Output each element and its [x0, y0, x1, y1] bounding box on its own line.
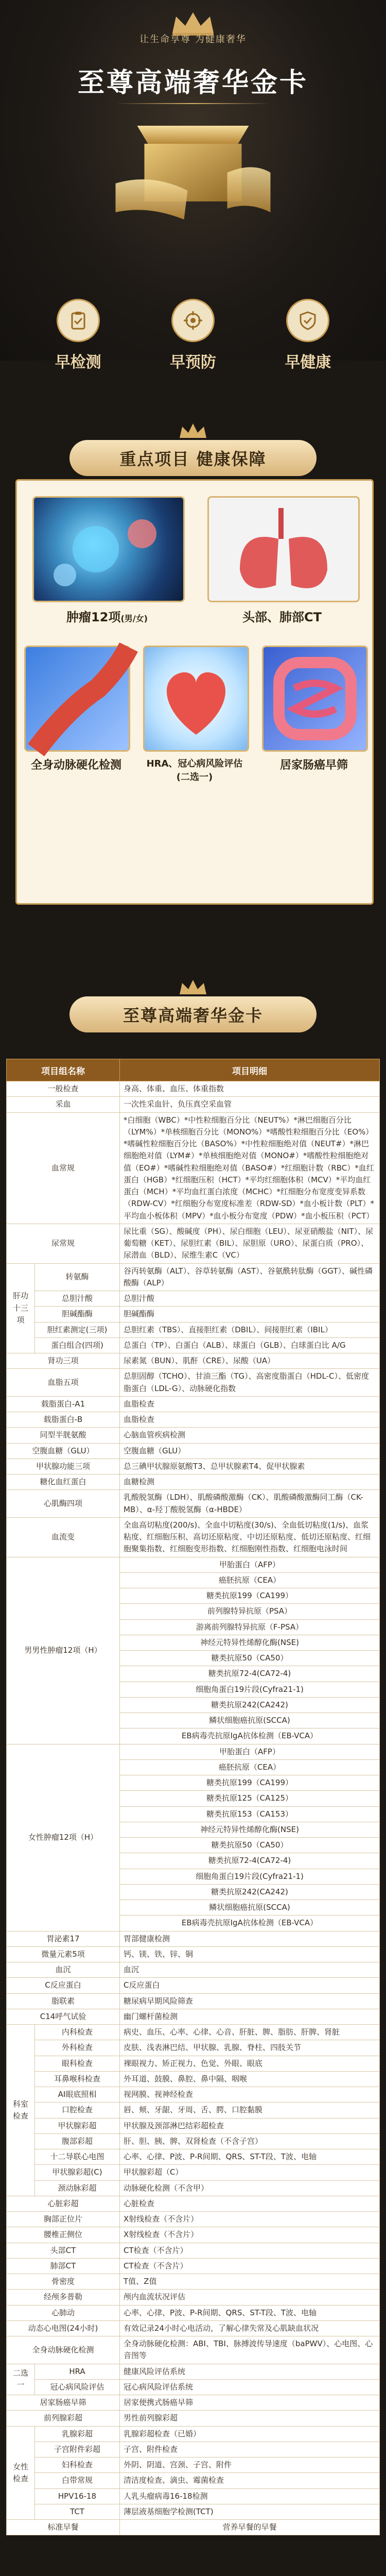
row-detail: 视网膜、视神经检查: [120, 2087, 380, 2103]
table-row: [7, 2025, 380, 2040]
header-project-detail: 项目明细: [120, 1059, 380, 1081]
gift-box-illustration: [82, 118, 304, 227]
tumor-marker: 糖类抗原199（CA199）: [120, 1775, 380, 1791]
table-row: [7, 2274, 380, 2290]
row-detail: 胆碱酯酶: [120, 1307, 380, 1322]
table-row: [7, 1993, 380, 2009]
table-row: [7, 2320, 380, 2336]
row-detail: 颅内血流状况评估: [120, 2290, 380, 2305]
highlights-title: 重点项目 健康保障: [69, 440, 317, 476]
tumor-image: [32, 496, 185, 602]
row-name: 转氨酶: [35, 1263, 120, 1291]
row-detail: 唇、颊、牙龈、牙周、舌、腭、口腔黏膜: [120, 2103, 380, 2118]
row-detail: 胃部健康检测: [120, 1931, 380, 1946]
tumor-marker: 鳞状细胞癌抗原(SCCA): [120, 1900, 380, 1916]
row-detail: 清洁度检查、滴虫、霉菌检查: [120, 2473, 380, 2488]
table-row: [7, 1263, 380, 1291]
row-name: 肾功三项: [7, 1353, 120, 1369]
card-label-hra: HRA、冠心病风险评估 (二选一): [146, 758, 243, 783]
row-name: 乳腺彩超: [35, 2426, 120, 2442]
table-row: [7, 2165, 380, 2180]
row-detail: 全血高切粘度(200/s)、全血中切粘度(30/s)、全血低切粘度(1/s)、血浆粘度、红细胞压积、高切还原粘度、中切还原粘度、低切还原粘度、红细胞聚集指数、红细胞变形指数、红细胞刚性指数、红细胞电泳时间: [120, 1517, 380, 1557]
table-row: [7, 1962, 380, 1978]
clipboard-check-icon: [57, 299, 100, 342]
table-row: [7, 2087, 380, 2103]
row-name: 心脏彩超: [7, 2196, 120, 2211]
row-name: 眼科检查: [35, 2056, 120, 2071]
tumor-marker: 糖类抗原50（CA50）: [120, 1838, 380, 1853]
tumor-marker: 癌胚抗原（CEA）: [120, 1572, 380, 1588]
row-detail: 居家便携式肠癌早筛: [120, 2395, 380, 2411]
row-name: 口腔检查: [35, 2103, 120, 2118]
row-name: 头部CT: [7, 2243, 120, 2258]
feature-icons: [21, 299, 365, 371]
row-detail: 冠心病风险评估系统: [120, 2379, 380, 2395]
row-name: 外科检查: [35, 2040, 120, 2056]
row-name: 动态心电图(24小时): [7, 2320, 120, 2336]
row-detail: T值、Z值: [120, 2274, 380, 2290]
card-label-ct: 头部、肺部CT: [242, 610, 322, 624]
table-row: [7, 1946, 380, 1962]
row-detail: 谷丙转氨酶（ALT）、谷草转氨酶（AST）、谷氨酰转肽酶（GGT）、碱性磷酸酶（ALP）: [120, 1263, 380, 1291]
row-detail: 尿比重（SG）、酸碱度（PH）、尿白细胞（LEU）、尿亚硝酸盐（NIT）、尿葡萄糖（KET）、尿胆红素（BIL）、尿胆原（URO）、尿蛋白质（PRO）、尿潜血（BLD）、尿维生素C（VC）: [120, 1224, 380, 1263]
row-name: 甲状腺彩超: [35, 2118, 120, 2133]
row-detail: 甲状腺及颈部淋巴结彩超检查: [120, 2118, 380, 2133]
row-detail: 血糖检测: [120, 1475, 380, 1490]
row-name: 一般检查: [7, 1081, 120, 1097]
row-detail: 营养早餐的早餐: [120, 2520, 380, 2535]
table-row: [7, 2071, 380, 2087]
row-name: 载脂蛋白-A1: [7, 1396, 120, 1412]
row-name: 白带常规: [35, 2473, 120, 2488]
tumor-marker: 糖类抗原242(CA242): [120, 1697, 380, 1713]
row-detail: *白细胞（WBC）*中性粒细胞百分比（NEUT%）*淋巴细胞百分比（LYM%）*单核细胞百分比（MONO%）*嗜酸性粒细胞百分比（EO%）*嗜碱性粒细胞百分比（BASO%）*中性粒细胞绝对值（NEUT#）*淋巴细胞绝对值（LYM#）*单核细胞绝对值（MONO#）*嗜酸性粒细胞绝对值（EO#）*嗜碱性粒细胞绝对值（BASO#）*红细胞计数（RBC）*血红蛋白（HGB）*红细胞压积（HCT）*平均红细胞体积（MCV）*平均血红蛋白（MCH）*平均血红蛋白浓度（MCHC）*红细胞分布宽度变异系数（RDW-CV）*红细胞分布宽度标准差（RDW-SD）*血小板计数（PLT）*平均血小板体积（MPV）*血小板分布宽度（PDW）*血小板压积（PCT）: [120, 1112, 380, 1224]
row-name: 空腹血糖（GLU）: [7, 1443, 120, 1459]
row-detail: 肝、胆、胰、脾、双肾检查（不含子宫）: [120, 2133, 380, 2149]
table-row: [7, 1369, 380, 1397]
row-detail: 心率、心律、P波、P-R间期、QRS、ST-T段、T波、电轴: [120, 2149, 380, 2165]
tumor-marker: EB病毒壳抗原IgA抗体检测（EB-VCA）: [120, 1728, 380, 1744]
table-row: [7, 2212, 380, 2227]
row-detail: 身高、体重、血压、体重指数: [120, 1081, 380, 1097]
table-row: [7, 1322, 380, 1337]
row-name: 前列腺彩超: [7, 2411, 120, 2426]
table-section-header: [0, 979, 386, 1032]
row-name: 血常规: [7, 1112, 120, 1224]
tumor-marker: 甲胎蛋白（AFP）: [120, 1744, 380, 1759]
row-name: TCT: [35, 2504, 120, 2519]
row-detail: 病史、血压、心率、心律、心音、肝脏、脾、脂肪、肝脾、肾脏: [120, 2025, 380, 2040]
table-row: [7, 2009, 380, 2024]
row-name: 经颅多普勒: [7, 2290, 120, 2305]
row-detail: 总三碘甲状腺原氨酸T3、总甲状腺素T4、促甲状腺素: [120, 1459, 380, 1474]
table-row: [7, 1475, 380, 1490]
row-name: 血脂五项: [7, 1369, 120, 1397]
row-name: 内科检查: [35, 2025, 120, 2040]
table-row: [7, 1097, 380, 1112]
row-name: 蛋白组合(四项): [35, 1337, 120, 1353]
row-detail: 全身动脉硬化检测：ABI、TBI、脉搏波传导速度（baPWV）、心电图、心音图等: [120, 2336, 380, 2364]
tumor-marker: 糖类抗原50（CA50）: [120, 1651, 380, 1666]
table-row: [7, 2149, 380, 2165]
table-row: [7, 2395, 380, 2411]
feature-early-prevent: [142, 299, 244, 371]
hero-tagline: 让生命享尊 为健康奢华: [139, 34, 247, 45]
row-detail: 薄层液基细胞学检测(TCT): [120, 2504, 380, 2519]
table-row: [7, 2243, 380, 2258]
row-name: 心肌酶四项: [7, 1490, 120, 1518]
tumor-marker: 糖类抗原242(CA242): [120, 1884, 380, 1900]
tumor-marker: 甲胎蛋白（AFP）: [120, 1557, 380, 1572]
row-name: 胸部正位片: [7, 2212, 120, 2227]
table-section-title: 至尊高端奢华金卡: [69, 996, 317, 1032]
row-name: 胆红素测定(三项): [35, 1322, 120, 1337]
feature-label: 早检测: [55, 353, 101, 371]
table-row: [7, 2426, 380, 2442]
row-name: 脂联素: [7, 1993, 120, 2009]
table-row: [7, 1744, 380, 1759]
tumor-marker: EB病毒壳抗原IgA抗体检测（EB-VCA）: [120, 1916, 380, 1931]
lung-image: [207, 496, 360, 602]
highlights-section: [0, 422, 386, 476]
row-detail: 有效记录24小时心电活动，了解心律失常及心肌缺血状况: [120, 2320, 380, 2336]
tumor-marker: 癌胚抗原（CEA）: [120, 1759, 380, 1775]
tumor-marker: 细胞角蛋白19片段(Cyfra21-1): [120, 1682, 380, 1697]
tumor-marker: 糖类抗原72-4(CA72-4): [120, 1853, 380, 1869]
hero-title: 至尊高端奢华金卡: [77, 67, 308, 98]
table-row: [7, 1224, 380, 1263]
row-detail: 血沉: [120, 1962, 380, 1978]
row-detail: 总蛋白（TP）、白蛋白（ALB）、球蛋白（GLB）、白球蛋白比 A/G: [120, 1337, 380, 1353]
row-detail: 甲状腺彩超（C）: [120, 2165, 380, 2180]
table-row: [7, 2364, 380, 2379]
row-name: 腹部彩超: [35, 2133, 120, 2149]
row-name: 十二导联心电图: [35, 2149, 120, 2165]
table-row: [7, 2258, 380, 2274]
table-row: [7, 2411, 380, 2426]
row-name: HPV16-18: [35, 2488, 120, 2504]
table-row: [7, 2196, 380, 2211]
tumor-marker: 前列腺特异抗原（PSA）: [120, 1604, 380, 1619]
artery-image: [24, 646, 130, 752]
tumor-marker: 神经元特异性烯醇化酶(NSE): [120, 1822, 380, 1837]
row-category: 科室检查: [7, 2025, 35, 2196]
table-row: [7, 1337, 380, 1353]
row-detail: CT检查（不含片）: [120, 2258, 380, 2274]
row-category: 二选一: [7, 2364, 35, 2395]
row-name: 心肺动: [7, 2305, 120, 2320]
highlights-panel: [15, 479, 374, 905]
table-row: [7, 1459, 380, 1474]
table-row: [7, 2056, 380, 2071]
table-body: [7, 1081, 380, 2535]
table-row: [7, 2379, 380, 2395]
row-name: 骨密度: [7, 2274, 120, 2290]
table-row: [7, 1307, 380, 1322]
row-name: 男男性肿瘤12项（H）: [7, 1557, 120, 1744]
row-name: 载脂蛋白-B: [7, 1412, 120, 1428]
table-row: [7, 1412, 380, 1428]
row-name: 子宫附件彩超: [35, 2442, 120, 2457]
tumor-marker: 细胞角蛋白19片段(Cyfra21-1): [120, 1869, 380, 1884]
target-icon: [171, 299, 215, 342]
table-row: [7, 2133, 380, 2149]
row-name: 胃泌素17: [7, 1931, 120, 1946]
title-divider: [116, 103, 270, 104]
table-row: [7, 2118, 380, 2133]
row-detail: 心脏检查: [120, 2196, 380, 2211]
row-detail: 皮肤、浅表淋巴结、甲状腺、乳腺、脊柱、四肢关节: [120, 2040, 380, 2056]
tumor-marker: 糖类抗原72-4(CA72-4): [120, 1666, 380, 1682]
row-detail: C反应蛋白: [120, 1978, 380, 1993]
table-row: [7, 1517, 380, 1557]
row-name: 甲状腺功能三项: [7, 1459, 120, 1474]
row-detail: 总胆汁酸: [120, 1291, 380, 1307]
row-name: 标准早餐: [7, 2520, 120, 2535]
row-category: 肝功十三项: [7, 1263, 35, 1353]
tumor-marker: 糖类抗原125（CA125）: [120, 1791, 380, 1806]
row-name: 糖化血红蛋白: [7, 1475, 120, 1490]
row-detail: 乳酸脱氢酶（LDH）、肌酸磷酸激酶（CK）、肌酸磷酸激酶同工酶（CK-MB）、α-羟丁酸脱氢酶（α-HBDE）: [120, 1490, 380, 1518]
hero-banner: [0, 0, 386, 371]
row-name: 妇科检查: [35, 2458, 120, 2473]
row-name: 血沉: [7, 1962, 120, 1978]
shield-check-icon: [286, 299, 329, 342]
table-row: [7, 2180, 380, 2196]
row-detail: 幽门螺杆菌检测: [120, 2009, 380, 2024]
row-name: 血流变: [7, 1517, 120, 1557]
table-row: [7, 1557, 380, 1572]
row-name: 采血: [7, 1097, 120, 1112]
table-row: [7, 1490, 380, 1518]
feature-label: 早健康: [285, 353, 331, 371]
table-row: [7, 2520, 380, 2535]
row-detail: 子宫、附件检查: [120, 2442, 380, 2457]
row-name: 微量元素5项: [7, 1946, 120, 1962]
row-name: C14呼气试验: [7, 2009, 120, 2024]
row-name: 腰椎正侧位: [7, 2227, 120, 2243]
row-detail: 总胆红素（TBS）、直接胆红素（DBIL）、间接胆红素（IBIL）: [120, 1322, 380, 1337]
table-row: [7, 1396, 380, 1412]
row-detail: 钙、镁、铁、锌、铜: [120, 1946, 380, 1962]
row-detail: 男性前列腺彩超: [120, 2411, 380, 2426]
table-row: [7, 2442, 380, 2457]
card-label-artery: 全身动脉硬化检测: [30, 759, 121, 772]
row-category: 女性检查: [7, 2426, 35, 2520]
row-name: 冠心病风险评估: [35, 2379, 120, 2395]
card-label-colon: 居家肠癌早筛: [279, 759, 348, 772]
row-detail: 动脉硬化检测（不含甲）: [120, 2180, 380, 2196]
table-row: [7, 1081, 380, 1097]
row-detail: 裸眼视力、矫正视力、色觉、外眼、眼底: [120, 2056, 380, 2071]
row-name: 肺部CT: [7, 2258, 120, 2274]
intestine-image: [262, 646, 368, 752]
row-name: 女性肿瘤12项（H）: [7, 1744, 120, 1931]
row-detail: 外耳道、鼓膜、鼻腔、鼻中隔、咽喉: [120, 2071, 380, 2087]
table-row: [7, 1428, 380, 1443]
row-name: 总胆汁酸: [35, 1291, 120, 1307]
exam-items-table: [6, 1059, 380, 2535]
table-row: [7, 1291, 380, 1307]
feature-early-detect: [27, 299, 130, 371]
row-name: 耳鼻喉科检查: [35, 2071, 120, 2087]
row-detail: 外阴、阴道、宫颈、子宫、附件: [120, 2458, 380, 2473]
row-name: 甲状腺彩超(C): [35, 2165, 120, 2180]
table-row: [7, 2305, 380, 2320]
tumor-marker: 糖类抗原199（CA199）: [120, 1588, 380, 1604]
table-row: [7, 2504, 380, 2519]
table-row: [7, 2040, 380, 2056]
card-label-tumor: 肿瘤12项(男/女): [66, 610, 148, 624]
row-name: HRA: [35, 2364, 120, 2379]
row-detail: X射线检查（不含片）: [120, 2227, 380, 2243]
crown-icon: [178, 979, 208, 996]
row-detail: 血脂检查: [120, 1396, 380, 1412]
heart-image: [143, 646, 249, 752]
row-detail: 乳腺彩超检查（已婚）: [120, 2426, 380, 2442]
row-name: 居家肠癌早筛: [7, 2395, 120, 2411]
table-row: [7, 2458, 380, 2473]
row-name: 同型半胱氨酸: [7, 1428, 120, 1443]
feature-label: 早预防: [169, 353, 216, 371]
table-row: [7, 2488, 380, 2504]
row-detail: 一次性采血针、负压真空采血管: [120, 1097, 380, 1112]
row-name: 颈动脉彩超: [35, 2180, 120, 2196]
table-row: [7, 2227, 380, 2243]
tumor-marker: 鳞状细胞癌抗原(SCCA): [120, 1713, 380, 1728]
row-detail: 健康风险评估系统: [120, 2364, 380, 2379]
row-name: 全身动脉硬化检测: [7, 2336, 120, 2364]
table-row: [7, 1112, 380, 1224]
row-detail: CT检查（不含片）: [120, 2243, 380, 2258]
row-detail: X射线检查（不含片）: [120, 2212, 380, 2227]
table-row: [7, 2336, 380, 2364]
crown-icon: [178, 422, 208, 440]
table-row: [7, 2290, 380, 2305]
row-detail: 空腹血糖（GLU）: [120, 1443, 380, 1459]
row-detail: 人乳头瘤病毒16-18检测: [120, 2488, 380, 2504]
table-row: [7, 2473, 380, 2488]
row-detail: 总胆固醇（TCHO）、甘油三酯（TG）、高密度脂蛋白（HDL-C）、低密度脂蛋白（LDL-G）、动脉硬化指数: [120, 1369, 380, 1397]
row-detail: 糖尿病早期风险筛查: [120, 1993, 380, 2009]
header-project-name: 项目组名称: [7, 1059, 120, 1081]
table-row: [7, 1443, 380, 1459]
row-name: 胆碱酯酶: [35, 1307, 120, 1322]
row-detail: 尿素氮（BUN）、肌酐（CRE）、尿酸（UA）: [120, 1353, 380, 1369]
row-detail: 心脑血管疾病检测: [120, 1428, 380, 1443]
row-detail: 心率、心律、P波、P-R间期、QRS、ST-T段、T波、电轴: [120, 2305, 380, 2320]
table-row: [7, 1353, 380, 1369]
table-row: [7, 1931, 380, 1946]
tumor-marker: 游离前列腺特异抗原（F-PSA）: [120, 1619, 380, 1635]
tumor-marker: 神经元特异性烯醇化酶(NSE): [120, 1635, 380, 1650]
feature-early-health: [256, 299, 359, 371]
row-detail: 血脂检查: [120, 1412, 380, 1428]
table-row: [7, 1978, 380, 1993]
row-name: C反应蛋白: [7, 1978, 120, 1993]
table-header-row: [7, 1059, 380, 1081]
tumor-marker: 糖类抗原153（CA153）: [120, 1806, 380, 1822]
row-name: 尿常规: [7, 1224, 120, 1263]
table-row: [7, 2103, 380, 2118]
row-name: AI眼底照相: [35, 2087, 120, 2103]
